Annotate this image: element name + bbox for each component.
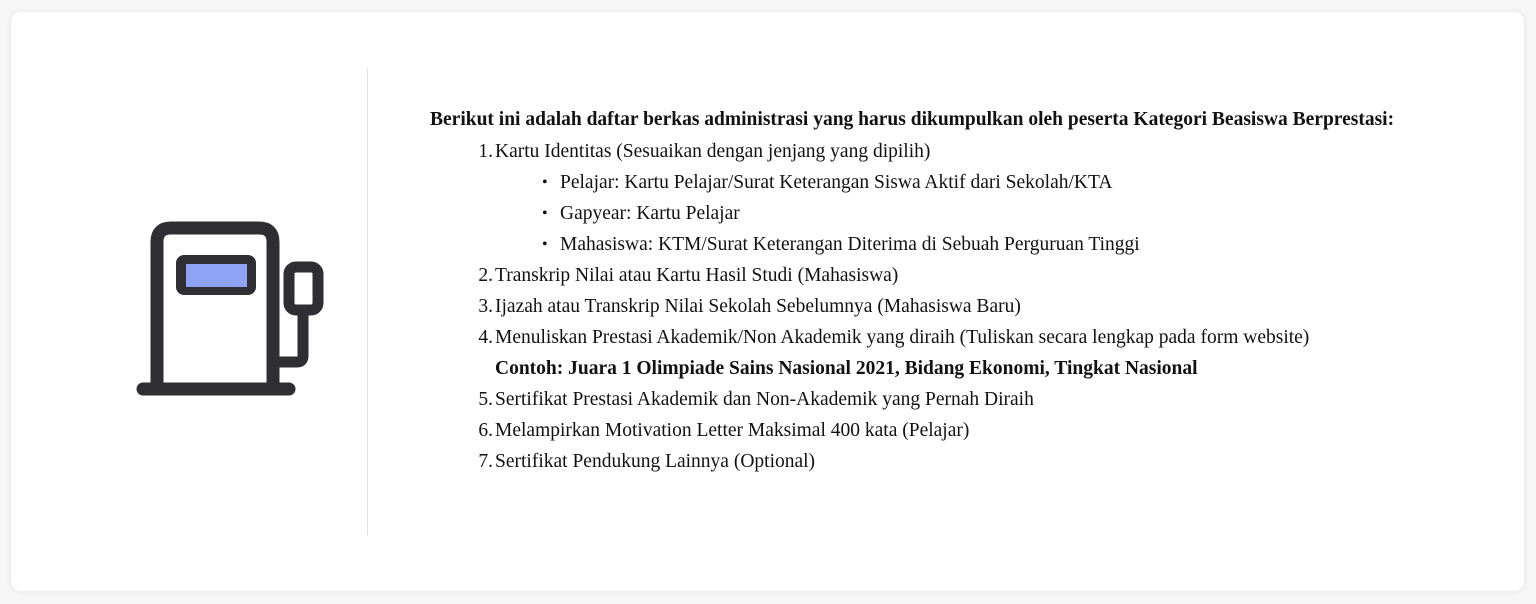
sub-list-item (542, 198, 1429, 229)
info-card (11, 12, 1524, 591)
item-number: 6. (478, 420, 493, 441)
item-text: Sertifikat Prestasi Akademik dan Non-Akademik yang Pernah Diraih (495, 389, 1034, 410)
list-item (478, 322, 1429, 384)
requirements-content (430, 106, 1429, 477)
item-number: 5. (478, 389, 493, 410)
item-text: Ijazah atau Transkrip Nilai Sekolah Sebelumnya (Mahasiswa Baru) (495, 296, 1021, 317)
item-text: Sertifikat Pendukung Lainnya (Optional) (495, 451, 816, 472)
item-number: 3. (478, 296, 493, 317)
bullet-icon: • (542, 174, 548, 191)
sub-item-text: Gapyear: Kartu Pelajar (560, 203, 740, 224)
fuel-pump-icon (129, 212, 339, 402)
list-item (478, 291, 1429, 322)
sub-list-item (542, 229, 1429, 260)
item-text: Melampirkan Motivation Letter Maksimal 400 kata (Pelajar) (495, 420, 970, 441)
list-item (478, 136, 1429, 260)
item-number: 2. (478, 265, 493, 286)
item-text: Menuliskan Prestasi Akademik/Non Akademik yang diraih (Tuliskan secara lengkap pada form website) (495, 327, 1310, 348)
identity-sublist (495, 167, 1429, 260)
vertical-divider (367, 68, 368, 535)
item-text: Transkrip Nilai atau Kartu Hasil Studi (Mahasiswa) (495, 265, 899, 286)
sub-item-text: Mahasiswa: KTM/Surat Keterangan Diterima di Sebuah Perguruan Tinggi (560, 234, 1140, 255)
list-item (478, 384, 1429, 415)
sub-item-text: Pelajar: Kartu Pelajar/Surat Keterangan Siswa Aktif dari Sekolah/KTA (560, 172, 1113, 193)
bullet-icon: • (542, 205, 548, 222)
intro-heading: Berikut ini adalah daftar berkas administrasi yang harus dikumpulkan oleh peserta Kategori Beasiswa Berprestasi: (430, 109, 1395, 130)
requirements-list (430, 136, 1429, 477)
example-text: Contoh: Juara 1 Olimpiade Sains Nasional 2021, Bidang Ekonomi, Tingkat Nasional (495, 358, 1198, 379)
list-item (478, 446, 1429, 477)
sub-list-item (542, 167, 1429, 198)
item-number: 1. (478, 141, 493, 162)
item-number: 7. (478, 451, 493, 472)
list-item (478, 415, 1429, 446)
bullet-icon: • (542, 236, 548, 253)
item-number: 4. (478, 327, 493, 348)
item-text: Kartu Identitas (Sesuaikan dengan jenjang yang dipilih) (495, 141, 931, 162)
list-item (478, 260, 1429, 291)
